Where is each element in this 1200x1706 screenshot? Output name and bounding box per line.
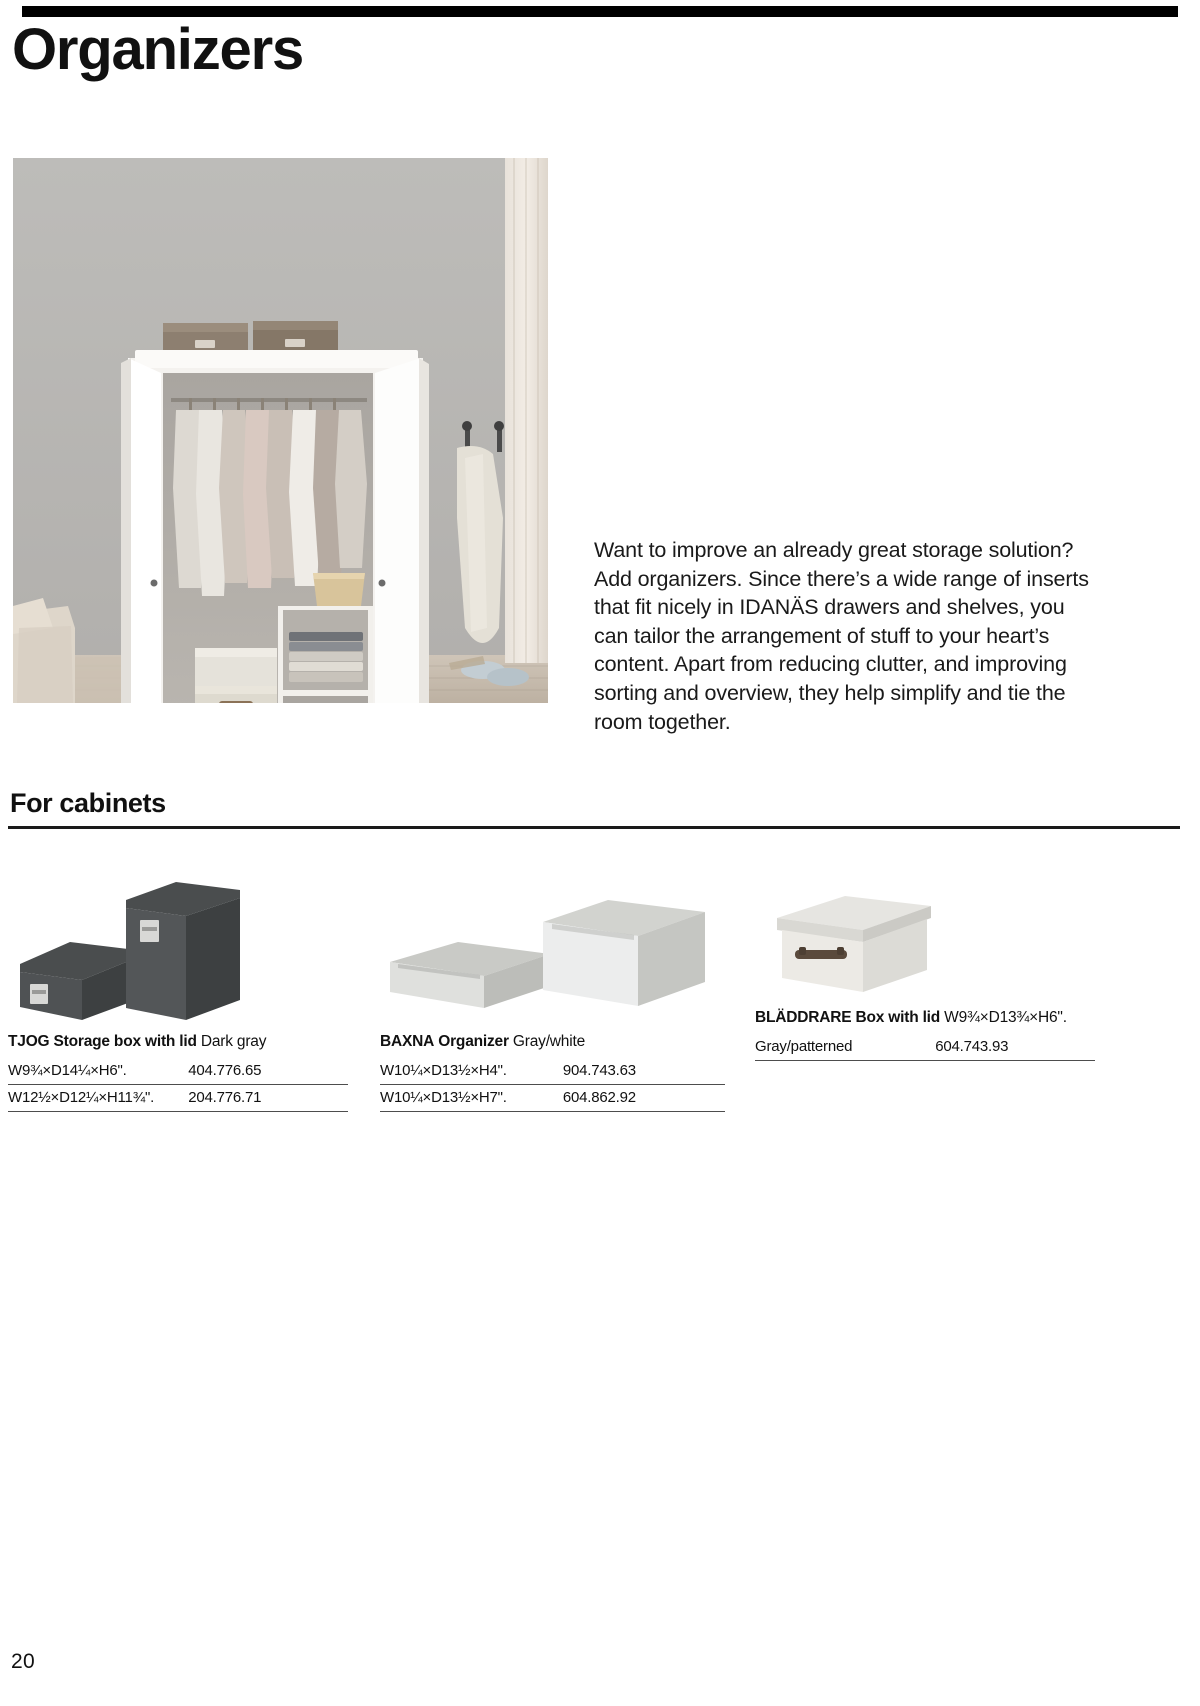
section-divider [8, 826, 1180, 829]
dimension-cell: W10¼×D13½×H4". [380, 1058, 563, 1085]
intro-paragraph: Want to improve an already great storage solution? Add organizers. Since there’s a wide range of inserts that fit nicely in IDANÄS drawers and shelves, you can tailor the arrangement of stuff to your heart’s content. Apart from reducing clutter, and improving sorting and overview, they help simplify and tie the room together. [594, 538, 1089, 734]
section-heading-for-cabinets: For cabinets [10, 788, 166, 818]
table-row [380, 1085, 725, 1112]
product-column-baxna [380, 880, 725, 1112]
product-type-baxna: Organizer [438, 1033, 509, 1050]
product-name-bladdrare: BLÄDDRARE [755, 1009, 852, 1026]
product-title-tjog [8, 1032, 348, 1051]
baxna-organizer-boxes-photo [380, 880, 725, 1032]
dimension-cell: W12½×D12¼×H11¾". [8, 1085, 188, 1112]
page-title: Organizers [12, 17, 303, 82]
page-number: 20 [11, 1650, 35, 1673]
article-number-cell: 904.743.63 [563, 1058, 725, 1085]
product-dimensions-inline: W9¾×D13¾×H6". [944, 1009, 1067, 1026]
hero-image-wardrobe [13, 158, 548, 703]
product-table-tjog [8, 1058, 348, 1112]
product-title-baxna [380, 1032, 725, 1051]
color-cell: Gray/patterned [755, 1034, 935, 1061]
product-column-bladdrare [755, 880, 1095, 1061]
article-number-cell: 604.743.93 [935, 1034, 1095, 1061]
product-type-bladdrare: Box with lid [855, 1009, 941, 1026]
product-color-baxna: Gray/white [512, 1033, 585, 1050]
top-black-bar [22, 6, 1178, 17]
product-column-tjog [8, 880, 348, 1112]
product-name-tjog: TJOG [8, 1033, 50, 1050]
product-listing [0, 880, 1200, 1140]
dimension-cell: W9¾×D14¼×H6". [8, 1058, 188, 1085]
dimension-cell: W10¼×D13½×H7". [380, 1085, 563, 1112]
table-row [8, 1058, 348, 1085]
bladdrare-box-with-lid-photo [755, 880, 1095, 1008]
tjog-storage-boxes-photo [8, 880, 348, 1032]
product-color-tjog: Dark gray [200, 1033, 267, 1050]
product-table-baxna [380, 1058, 725, 1112]
table-row [8, 1085, 348, 1112]
table-row [755, 1034, 1095, 1061]
article-number-cell: 204.776.71 [188, 1085, 348, 1112]
product-name-baxna: BAXNA [380, 1033, 435, 1050]
article-number-cell: 604.862.92 [563, 1085, 725, 1112]
product-table-bladdrare [755, 1034, 1095, 1061]
article-number-cell: 404.776.65 [188, 1058, 348, 1085]
product-title-bladdrare [755, 1008, 1095, 1027]
product-type-tjog: Storage box with lid [53, 1033, 197, 1050]
table-row [380, 1058, 725, 1085]
